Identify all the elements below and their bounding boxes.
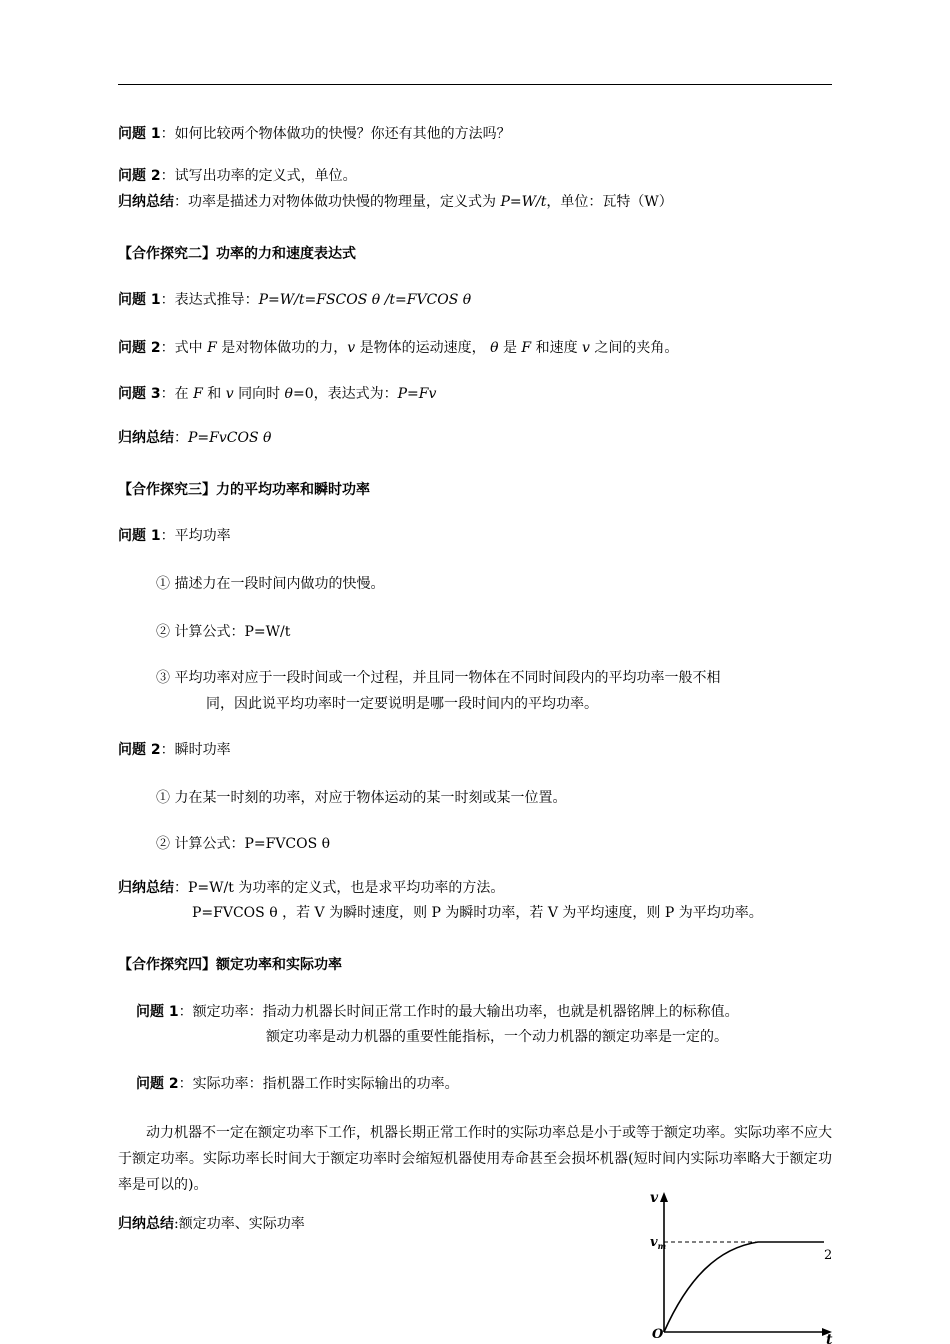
section4-title: 【合作探究四】额定功率和实际功率 — [118, 957, 342, 973]
vm-label: $v_m$ — [650, 1235, 667, 1251]
section3-summary: 归纳总结：P=W/t 为功率的定义式，也是求平均功率的方法。 — [118, 880, 505, 896]
velocity-curve — [664, 1242, 824, 1332]
section3-q1-item-3a: ③ 平均功率对应于一段时间或一个过程，并且同一物体在不同时间段内的平均功率一般不相 — [156, 670, 721, 686]
section2-question-3: 问题 3：在 F 和 v 同向时 θ=0，表达式为：P=Fv — [118, 386, 437, 402]
section2-question-1: 问题 1：表达式推导：P=W/t=FSCOS θ /t=FVCOS θ — [118, 292, 472, 308]
velocity-time-graph — [648, 1188, 844, 1344]
section3-question-2: 问题 2：瞬时功率 — [118, 742, 231, 758]
section2-summary: 归纳总结：P=FvCOS θ — [118, 430, 272, 446]
section4-paragraph: 动力机器不一定在额定功率下工作，机器长期正常工作时的实际功率总是小于或等于额定功率。实际功率不应大于额定功率。实际功率长时间大于额定功率时会缩短机器使用寿命甚至会损坏机器(短时间内实际功率略大于额定功率是可以的)。 — [118, 1125, 832, 1193]
section2-question-2: 问题 2：式中 F 是对物体做功的力，v 是物体的运动速度， θ 是 F 和速度 v 之间的夹角。 — [118, 340, 679, 356]
page-number: 2 — [824, 1248, 833, 1263]
section2-title: 【合作探究二】功率的力和速度表达式 — [118, 246, 356, 262]
section4-question-1-line-2: 额定功率是动力机器的重要性能指标，一个动力机器的额定功率是一定的。 — [266, 1029, 728, 1045]
section3-q2-item-1: ① 力在某一时刻的功率，对应于物体运动的某一时刻或某一位置。 — [156, 790, 567, 806]
section3-q1-item-2: ② 计算公式：P=W/t — [156, 624, 291, 640]
section3-q2-item-2: ② 计算公式：P=FVCOS θ — [156, 836, 331, 852]
section3-q1-item-3b: 同，因此说平均功率时一定要说明是哪一段时间内的平均功率。 — [206, 696, 598, 712]
section3-title: 【合作探究三】力的平均功率和瞬时功率 — [118, 482, 370, 498]
y-axis-arrow — [660, 1192, 668, 1202]
y-axis-label: v — [650, 1190, 659, 1206]
section3-summary-line-2: P=FVCOS θ ，若 V 为瞬时速度，则 P 为瞬时功率，若 V 为平均速度，则 P 为平均功率。 — [192, 905, 763, 921]
section4-summary: 归纳总结:额定功率、实际功率 — [118, 1216, 305, 1232]
section1-question-1: 问题 1：如何比较两个物体做功的快慢？你还有其他的方法吗？ — [118, 126, 511, 142]
header-rule — [118, 84, 832, 85]
label: 问题 1 — [118, 126, 161, 142]
section3-q1-item-1: ① 描述力在一段时间内做功的快慢。 — [156, 576, 385, 592]
origin-label: O — [652, 1327, 664, 1342]
section1-summary: 归纳总结：功率是描述力对物体做功快慢的物理量，定义式为 P=W/t，单位：瓦特（W） — [118, 194, 673, 210]
section4-question-1: 问题 1：额定功率：指动力机器长时间正常工作时的最大输出功率，也就是机器铭牌上的标称值。 — [136, 1004, 739, 1020]
section3-question-1: 问题 1：平均功率 — [118, 528, 231, 544]
x-axis-label: t — [826, 1332, 833, 1344]
section4-question-2: 问题 2：实际功率：指机器工作时实际输出的功率。 — [136, 1076, 459, 1092]
section1-question-2: 问题 2：试写出功率的定义式，单位。 — [118, 168, 357, 184]
